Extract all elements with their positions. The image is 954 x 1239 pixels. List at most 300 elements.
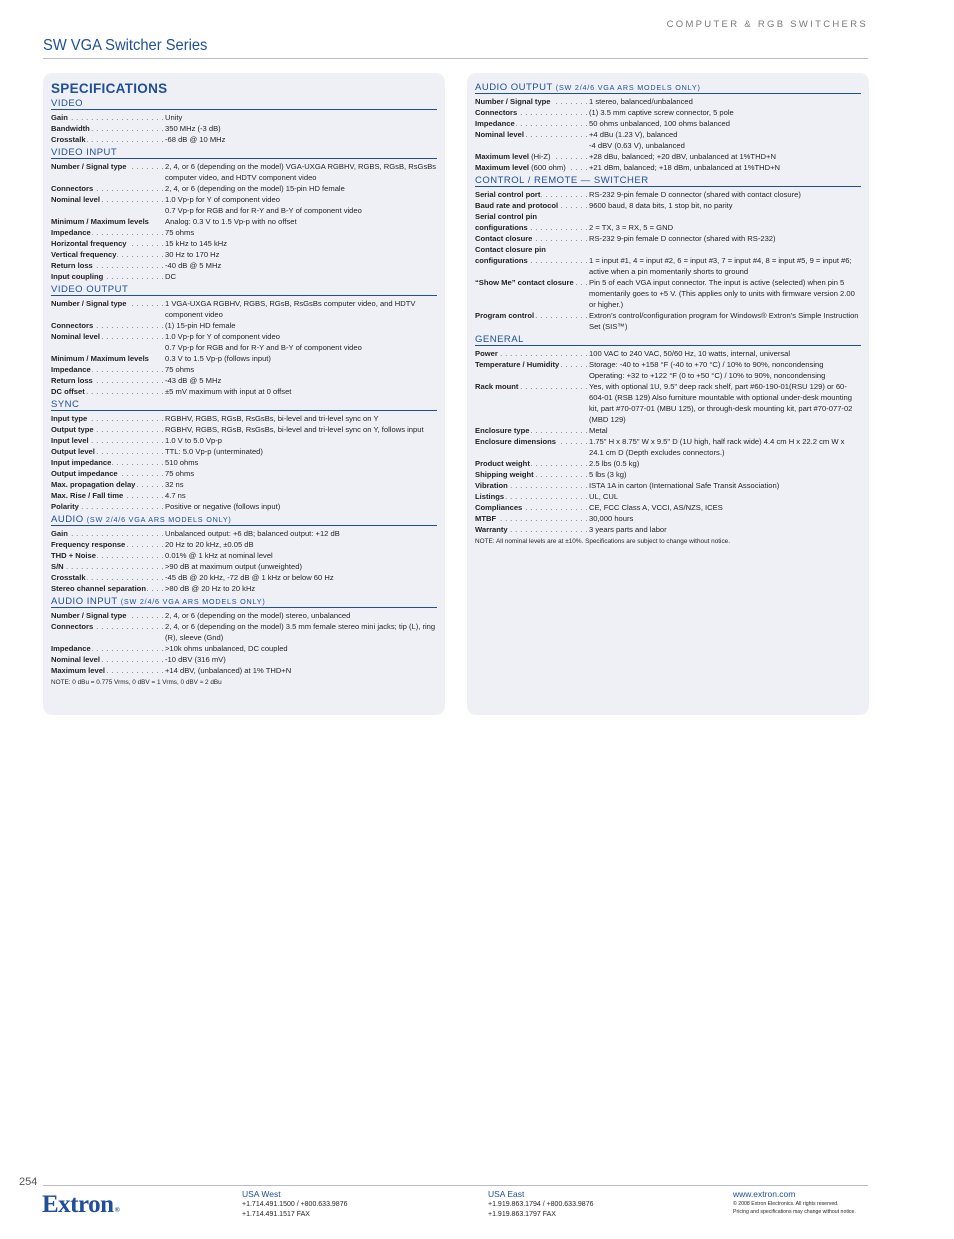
spec-row [475,348,861,359]
spec-label: Contact closure [475,234,533,243]
spec-row [475,469,861,480]
spec-row [475,425,861,436]
section-heading-text: VIDEO INPUT [51,147,118,158]
spec-label: Shipping weight [475,470,534,479]
spec-value: Analog: 0.3 V to 1.5 Vp-p with no offset [165,217,297,226]
spec-label-wrap [475,256,529,265]
section-heading [475,175,861,187]
section-heading [51,514,437,526]
section-heading-text: AUDIO [51,514,84,525]
spec-value: 1.0 V to 5.0 Vp-p [165,436,222,445]
section-heading-text: GENERAL [475,334,524,345]
spec-section-general [475,334,861,535]
spec-label: Input type [51,414,88,423]
spec-label: Return loss [51,376,93,385]
spec-label-wrap [51,239,128,248]
spec-section-audio-output [475,82,861,173]
spec-label: Baud rate and protocol [475,201,559,210]
spec-label-cell [51,501,165,512]
spec-label: Number / Signal type [51,299,127,308]
spec-row [475,129,861,140]
spec-label-cell [51,386,165,397]
spec-label-qualifier: (Hi-Z) [529,152,551,161]
copyright-text: © 2008 Extron Electronics. All rights reserved. [733,1201,839,1207]
spec-label: Input impedance [51,458,112,467]
spec-label-cell [51,161,165,183]
spec-label: Power [475,349,498,358]
spec-value: ±5 mV maximum with input at 0 offset [165,387,292,396]
spec-label-cell [51,550,165,561]
spec-label: Maximum level [475,152,530,161]
spec-row [51,413,437,424]
office-east-name: USA East [488,1189,525,1199]
spec-row [475,381,861,425]
spec-value: 30,000 hours [589,514,634,523]
spec-label-cell [51,205,165,216]
spec-label: Stereo channel separation [51,584,146,593]
spec-label: Max. propagation delay [51,480,136,489]
section-heading [51,596,437,608]
spec-label: Product weight [475,459,530,468]
website-link[interactable]: www.extron.com [733,1189,796,1199]
spec-label: Maximum level [475,163,530,172]
spec-label: Gain [51,113,68,122]
spec-value: TTL: 5.0 Vp-p (unterminated) [165,447,263,456]
spec-label: Gain [51,529,68,538]
spec-value: RGBHV, RGBS, RGsB, RsGsBs, bi-level and tri-level sync on Y [165,414,379,423]
spec-row [475,491,861,502]
spec-value: Pin 5 of each VGA input connector. The input is active (selected) when pin 5 momentarily goes to +5 V. (This applies only to units with firmware version 2.00 or higher.) [589,278,855,309]
page-title: SW VGA Switcher Series [43,37,208,54]
spec-value: 2, 4, or 6 (depending on the model) stereo, unbalanced [165,611,351,620]
spec-value: Metal [589,426,608,435]
section-subheading: (SW 2/4/6 VGA ARS MODELS ONLY) [555,83,701,92]
spec-row [51,501,437,512]
spec-row [475,151,861,162]
spec-label: configurations [475,223,528,232]
spec-label-cell [51,238,165,249]
spec-value: -10 dBV (316 mV) [165,655,226,664]
spec-label: Vibration [475,481,508,490]
spec-value: 2, 4, or 6 (depending on the model) 15-pin HD female [165,184,345,193]
spec-row [475,524,861,535]
spec-label-cell [51,572,165,583]
spec-label-cell [475,491,589,502]
spec-label: Warranty [475,525,508,534]
spec-value: 75 ohms [165,228,195,237]
spec-label-cell [51,112,165,123]
spec-label-wrap [475,97,552,106]
spec-row [475,233,861,244]
spec-row [475,255,861,277]
office-usa-east [488,1189,594,1220]
spec-row [51,479,437,490]
spec-section-video [51,98,437,145]
spec-label-wrap [51,299,128,308]
spec-row [475,359,861,381]
spec-value: 2 = TX, 3 = RX, 5 = GND [589,223,674,232]
spec-label-cell [51,435,165,446]
office-west-fax: +1.714.491.1517 FAX [242,1211,310,1218]
spec-label-wrap [51,611,128,620]
spec-label-cell [475,425,589,436]
spec-label-wrap [51,217,150,226]
spec-label-wrap [51,573,87,582]
spec-row [475,107,861,118]
spec-label: S/N [51,562,64,571]
section-heading-text: SYNC [51,399,80,410]
office-usa-west [242,1189,348,1220]
spec-label-cell [51,621,165,643]
spec-label-wrap [475,481,509,490]
spec-value: >10k ohms unbalanced, DC coupled [165,644,288,653]
spec-label: Output impedance [51,469,118,478]
spec-row [51,183,437,194]
page-number: 254 [19,1176,38,1188]
spec-label-cell [475,244,589,255]
spec-row [51,375,437,386]
spec-label-cell [51,183,165,194]
spec-label: Nominal level [51,195,100,204]
spec-label-cell [51,468,165,479]
spec-row [51,435,437,446]
spec-label-wrap [51,113,69,122]
spec-label-cell [475,524,589,535]
spec-value: 20 Hz to 20 kHz, ±0.05 dB [165,540,254,549]
spec-section-video-output [51,284,437,397]
spec-label-cell [475,222,589,233]
spec-value: 32 ns [165,480,184,489]
spec-label: Input coupling [51,272,104,281]
spec-label-cell [475,458,589,469]
spec-label: Frequency response [51,540,126,549]
spec-label: Nominal level [51,655,100,664]
spec-row [475,277,861,310]
spec-row [51,550,437,561]
spec-value: +21 dBm, balanced; +18 dBm, unbalanced at 1%THD+N [589,163,781,172]
section-heading [51,98,437,110]
spec-row [475,162,861,173]
spec-section-sync [51,399,437,512]
spec-label-cell [51,665,165,676]
specifications-panel-right [467,73,869,715]
spec-section-audio-input [51,596,437,676]
spec-value: 2.5 lbs (0.5 kg) [589,459,640,468]
spec-label-cell [51,375,165,386]
spec-row [51,194,437,205]
spec-value: (1) 3.5 mm captive screw connector, 5 pole [589,108,734,117]
spec-label: Enclosure type [475,426,530,435]
spec-value: 1.0 Vp-p for Y of component video [165,195,280,204]
category-label: COMPUTER & RGB SWITCHERS [666,19,868,30]
logo-registered-mark: ® [114,1206,120,1214]
spec-row [51,665,437,676]
spec-row [51,260,437,271]
section-heading-text: AUDIO INPUT [51,596,118,607]
spec-label-wrap [51,272,104,281]
spec-label-wrap [51,480,136,489]
spec-row [51,331,437,342]
spec-row [51,123,437,134]
spec-value: 100 VAC to 240 VAC, 50/60 Hz, 10 watts, internal, universal [589,349,791,358]
spec-label-cell [475,502,589,513]
spec-label: Crosstalk [51,573,86,582]
spec-label-cell [51,331,165,342]
spec-label-wrap [51,644,92,653]
spec-row [475,211,861,222]
spec-label: Bandwidth [51,124,90,133]
spec-row [51,161,437,183]
spec-label-wrap [51,584,147,593]
spec-label-wrap [51,562,65,571]
spec-row [51,621,437,643]
spec-value: 2, 4, or 6 (depending on the model) VGA-UXGA RGBHV, RGBS, RGsB, RsGsBs computer video, and HDTV component video [165,162,437,182]
spec-label: Nominal level [475,130,524,139]
footer-divider [43,1185,868,1186]
spec-label-wrap [475,130,525,139]
spec-label-cell [51,490,165,501]
spec-label-wrap [51,491,124,500]
spec-label-cell [51,353,165,364]
spec-label: Rack mount [475,382,519,391]
spec-label: Impedance [475,119,515,128]
section-subheading: (SW 2/4/6 VGA ARS MODELS ONLY) [86,515,232,524]
spec-label-wrap [51,551,97,560]
spec-label: Impedance [51,644,91,653]
spec-label: Minimum / Maximum levels [51,217,149,226]
spec-label-cell [475,189,589,200]
spec-label-wrap [475,108,518,117]
spec-label-wrap [51,447,96,456]
spec-label-wrap [475,119,516,128]
spec-section-video-input [51,147,437,282]
section-heading-text: VIDEO OUTPUT [51,284,129,295]
spec-value: 0.7 Vp-p for RGB and for R-Y and B-Y of component video [165,343,362,352]
section-heading [51,284,437,296]
spec-label-cell [475,469,589,480]
spec-label: Connectors [475,108,518,117]
spec-label: Maximum level [51,666,106,675]
spec-label-wrap [51,332,101,341]
spec-label: Nominal level [51,332,100,341]
spec-row [51,227,437,238]
spec-value: 50 ohms unbalanced, 100 ohms balanced [589,119,731,128]
spec-label-cell [51,260,165,271]
spec-label-wrap [51,365,92,374]
spec-row [51,271,437,282]
spec-label: Connectors [51,321,94,330]
spec-row [51,490,437,501]
office-east-fax: +1.919.863.1797 FAX [488,1211,556,1218]
spec-value: RGBHV, RGBS, RGsB, RsGsBs, bi-level and tri-level sync on Y, follows input [165,425,424,434]
spec-label-cell [51,479,165,490]
spec-row [475,458,861,469]
spec-label-cell [475,436,589,458]
spec-value: 350 MHz (-3 dB) [165,124,221,133]
spec-label-wrap [475,437,557,446]
spec-row [51,424,437,435]
spec-row [51,249,437,260]
spec-label-cell [475,96,589,107]
office-west-phone: +1.714.491.1500 / +800.633.9876 [242,1201,348,1208]
spec-value [589,211,861,222]
spec-label-wrap [51,540,126,549]
spec-label-cell [51,643,165,654]
spec-row [51,583,437,594]
spec-label-cell [51,561,165,572]
spec-row [51,528,437,539]
spec-label: Contact closure pin [475,245,546,254]
spec-row [51,216,437,227]
spec-section-control-remote-switcher [475,175,861,332]
spec-label-wrap [51,414,88,423]
spec-label-wrap [475,514,497,523]
spec-value [589,244,861,255]
spec-label-wrap [475,503,523,512]
spec-label: Input level [51,436,89,445]
spec-label: Serial control port [475,190,541,199]
spec-label-cell [51,194,165,205]
spec-section-audio [51,514,437,594]
spec-value: 30 Hz to 170 Hz [165,250,220,259]
spec-value: 3 years parts and labor [589,525,667,534]
spec-label-cell [51,227,165,238]
spec-label-cell [475,513,589,524]
spec-label: Compliances [475,503,523,512]
disclaimer-text: Pricing and specifications may change without notice. [733,1209,856,1215]
spec-label-cell [475,255,589,277]
office-web [733,1189,856,1216]
spec-label-wrap [475,234,533,243]
spec-label-cell [475,211,589,222]
spec-label-wrap [475,223,529,232]
spec-label: Impedance [51,365,91,374]
spec-row [51,457,437,468]
spec-label-cell [51,539,165,550]
spec-label-cell [51,610,165,621]
spec-label-wrap [51,469,119,478]
spec-label: Enclosure dimensions [475,437,557,446]
spec-label-cell [475,151,589,162]
spec-label: MTBF [475,514,497,523]
spec-label-cell [475,277,589,310]
spec-value: Unity [165,113,183,122]
spec-label-wrap [51,425,95,434]
spec-label-cell [475,162,589,173]
spec-value: 1 stereo, balanced/unbalanced [589,97,693,106]
spec-label-cell [51,413,165,424]
spec-label-wrap [475,190,541,199]
spec-label: configurations [475,256,528,265]
spec-label-cell [475,107,589,118]
spec-label-cell [51,271,165,282]
spec-label: Number / Signal type [51,611,127,620]
extron-logo [42,1191,119,1219]
spec-value: +14 dBV, (unbalanced) at 1% THD+N [165,666,292,675]
spec-value: 5 lbs (3 kg) [589,470,627,479]
office-west-name: USA West [242,1189,281,1199]
spec-row [475,189,861,200]
spec-value: (1) 15-pin HD female [165,321,236,330]
spec-value: ISTA 1A in carton (International Safe Transit Association) [589,481,780,490]
spec-label-cell [51,298,165,320]
spec-label: Connectors [51,622,94,631]
spec-row [475,140,861,151]
spec-row [475,513,861,524]
spec-value: UL, CUL [589,492,619,501]
spec-label-wrap [475,201,559,210]
spec-row [475,118,861,129]
spec-label: Number / Signal type [475,97,551,106]
spec-label-wrap [475,311,535,320]
spec-label-cell [51,528,165,539]
spec-label-cell [475,233,589,244]
spec-value: >90 dB at maximum output (unweighted) [165,562,302,571]
spec-row [51,446,437,457]
spec-value: Yes, with optional 1U, 9.5" deep rack shelf, part #60-190-01(RSU 129) or 60-604-01 (RSB 129) Also furniture mountable with optional under-desk mounting kit, part #70-077-01 (MBU 125), or through-desk mounting kit, part #70-077-02 (MBD 129) [589,382,853,424]
spec-value: 1.0 Vp-p for Y of component video [165,332,280,341]
spec-label-wrap [51,228,92,237]
section-subheading: (SW 2/4/6 VGA ARS MODELS ONLY) [120,597,266,606]
spec-label-cell [51,249,165,260]
section-heading [51,399,437,411]
spec-value: 0.7 Vp-p for RGB and for R-Y and B-Y of component video [165,206,362,215]
spec-label: Program control [475,311,535,320]
spec-label-wrap [475,349,499,358]
spec-label-wrap [475,245,547,254]
spec-value: RS-232 9-pin female D connector (shared with contact closure) [589,190,801,199]
spec-value: DC [165,272,176,281]
spec-value: Storage: -40 to +158 °F (-40 to +70 °C) / 10% to 90%, noncondensing Operating: +32 to +122 °F (0 to +50 °C) / 10% to 90%, noncondensing [589,360,826,380]
spec-label-qualifier: (600 ohm) [529,163,566,172]
spec-value: 2, 4, or 6 (depending on the model) 3.5 mm female stereo mini jacks; tip (L), ring (R), sleeve (Gnd) [165,622,436,642]
spec-label: Output level [51,447,95,456]
spec-label-wrap [51,261,94,270]
spec-label: DC offset [51,387,85,396]
spec-row [51,468,437,479]
spec-row [51,654,437,665]
spec-row [475,502,861,513]
spec-label: Number / Signal type [51,162,127,171]
spec-label-cell [475,200,589,211]
spec-label-wrap [51,250,117,259]
section-heading-text: AUDIO OUTPUT [475,82,553,93]
spec-row [51,364,437,375]
spec-value: -68 dB @ 10 MHz [165,135,226,144]
spec-label-wrap [51,655,101,664]
spec-label-cell [51,216,165,227]
spec-label-wrap [475,426,530,435]
spec-label: THD + Noise [51,551,96,560]
spec-label-wrap [51,458,112,467]
spec-label-wrap [51,666,106,675]
logo-text: Extron [42,1191,114,1218]
spec-row [51,342,437,353]
spec-value: >80 dB @ 20 Hz to 20 kHz [165,584,256,593]
spec-label-wrap [51,162,128,171]
spec-row [51,643,437,654]
title-divider [43,58,868,59]
spec-value: 1 VGA-UXGA RGBHV, RGBS, RGsB, RsGsBs computer video, and HDTV component video [165,299,416,319]
spec-label-wrap [51,321,94,330]
spec-label-cell [475,381,589,425]
spec-label-cell [475,359,589,381]
spec-label-wrap [475,212,538,221]
spec-label-wrap [475,278,575,287]
spec-label-wrap [51,195,101,204]
spec-row [51,539,437,550]
spec-label-wrap [51,622,94,631]
